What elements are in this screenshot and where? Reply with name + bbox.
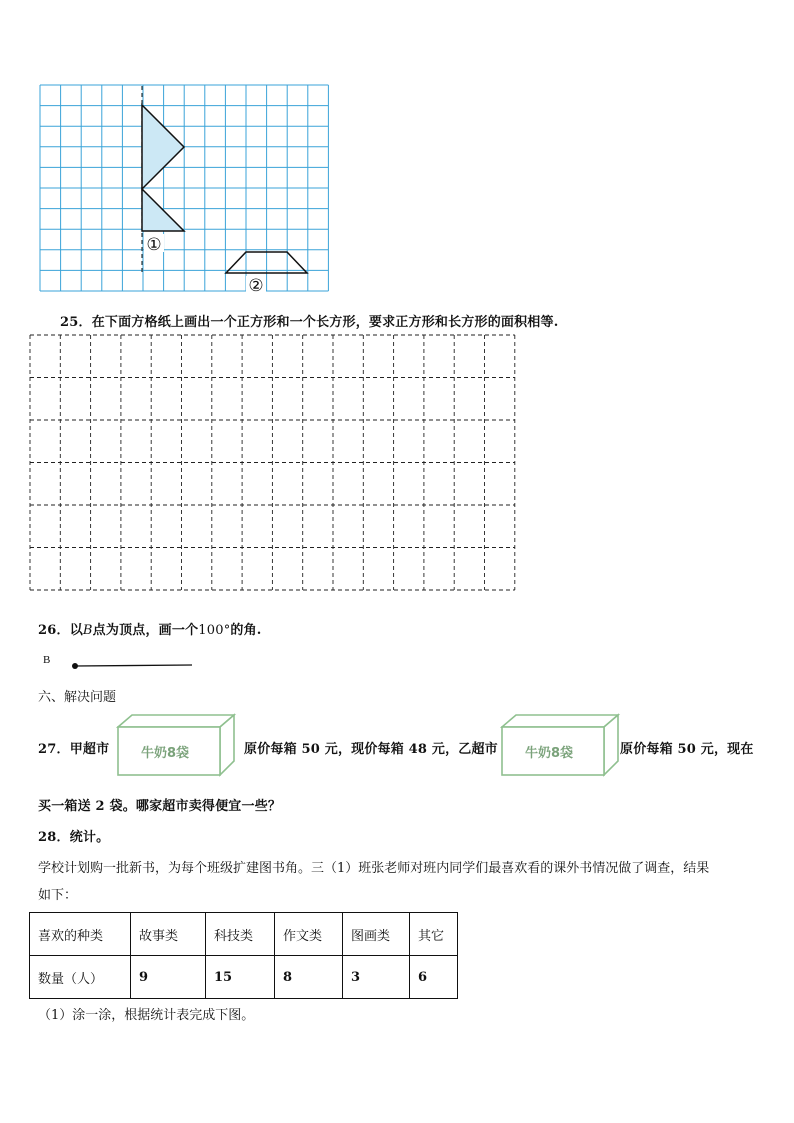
question-28-paragraph-line2: 如下：: [38, 888, 78, 903]
dashed-grid-paper: [29, 334, 517, 592]
table-header-row: [30, 913, 458, 956]
ray-from-b: [70, 661, 195, 671]
table-cell: 故事类: [131, 913, 206, 956]
point-b-label: B: [43, 654, 51, 666]
question-28-title: 28．统计。: [38, 830, 110, 845]
point-variable: B: [82, 623, 93, 638]
table-cell: 其它: [410, 913, 458, 956]
table-cell: 8: [275, 956, 343, 999]
table-cell: 3: [343, 956, 410, 999]
table-cell: 科技类: [206, 913, 275, 956]
shape-1-lower: [142, 189, 184, 231]
question-27-mid2: 原价每箱 50 元，现在: [620, 742, 754, 757]
table-cell: 9: [131, 956, 206, 999]
question-25-text: 25．在下面方格纸上画出一个正方形和一个长方形，要求正方形和长方形的面积相等.: [60, 315, 559, 330]
table-cell: 作文类: [275, 913, 343, 956]
angle-value: 100°: [198, 623, 231, 638]
milk-box-b: [500, 713, 622, 777]
symmetry-grid-figure: [39, 84, 329, 298]
grid-lines: [40, 85, 328, 291]
milk-box-b-label: 牛奶8袋: [524, 746, 574, 761]
table-cell: 数量（人）: [30, 956, 131, 999]
table-cell: 喜欢的种类: [30, 913, 131, 956]
shape-1-label: ①: [146, 235, 162, 255]
table-cell: 6: [410, 956, 458, 999]
question-27-line2: 买一箱送 2 袋。哪家超市卖得便宜一些？: [38, 799, 282, 814]
question-27-mid1: 原价每箱 50 元，现价每箱 48 元，乙超市: [244, 742, 498, 757]
shape-1-upper: [142, 105, 184, 189]
table-row: [30, 956, 458, 999]
question-27-prefix: 27．甲超市: [38, 742, 110, 757]
question-28-paragraph-line1: 学校计划购一批新书，为每个班级扩建图书角。三（1）班张老师对班内同学们最喜欢看的课外书情况做了调查，结果: [38, 861, 710, 876]
table-cell: 15: [206, 956, 275, 999]
question-28-sub1: （1）涂一涂，根据统计表完成下图。: [38, 1008, 255, 1023]
milk-box-a-label: 牛奶8袋: [140, 746, 190, 761]
shape-2-label: ②: [248, 276, 264, 296]
section-title: 六、解决问题: [38, 690, 117, 705]
milk-box-a: [116, 713, 238, 777]
question-26-text: 26．以B点为顶点，画一个100°的角.: [38, 623, 262, 638]
table-cell: 图画类: [343, 913, 410, 956]
statistics-table: [29, 912, 458, 999]
